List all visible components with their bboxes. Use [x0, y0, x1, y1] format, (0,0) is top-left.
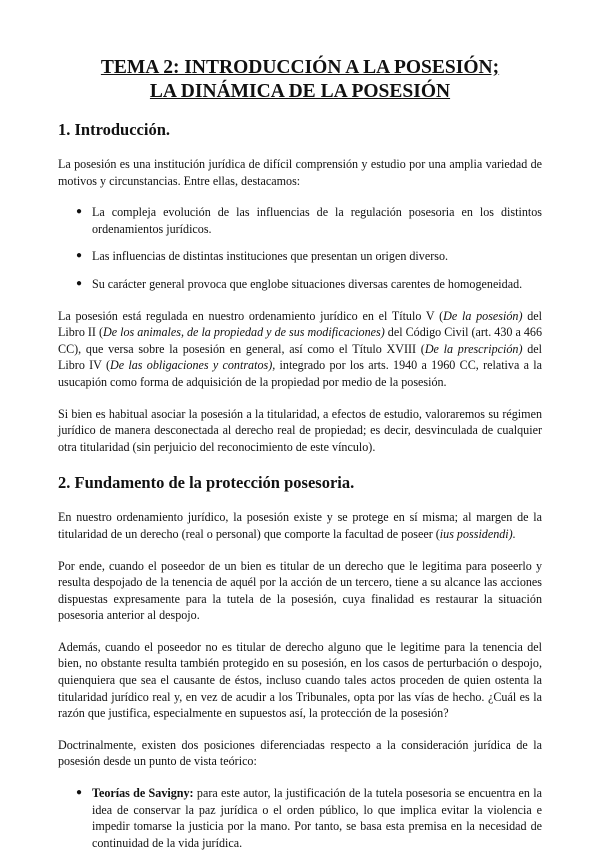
- document-title: [58, 56, 542, 104]
- bullet-icon: ●: [76, 277, 83, 289]
- theory-text: para este autor, la justificación de la tutela posesoria se encuentra en la idea de conservar la paz jurídica o el orden público, lo que implica evitar la violencia e impedir tomarse la justicia por la mano. Por tanto, se basa esta premisa en la necesidad de continuidad de la vida jurídica.: [92, 786, 542, 850]
- text-run: En nuestro ordenamiento jurídico, la posesión existe y se protege en sí misma; al margen de la titularidad de un derecho (real o personal) que comporte la facultad de poseer (: [58, 510, 542, 541]
- section-2-paragraph-4: Doctrinalmente, existen dos posiciones diferenciadas respecto a la consideración jurídica de la posesión desde un punto de vista teórico:: [58, 737, 542, 769]
- italic-text: De la prescripción): [424, 341, 523, 356]
- bullet-icon: ●: [76, 206, 83, 218]
- section-1-paragraph-1: La posesión es una institución jurídica de difícil comprensión y estudio por una amplia variedad de motivos y circunstancias. Entre ellas, destacamos:: [58, 157, 542, 188]
- section-2-paragraph-3: Además, cuando el poseedor no es titular de derecho alguno que le legitime para la tenencia del bien, no obstante resulta también protegido en su posesión, en los casos de perturbación o despojo, quienquiera que sea el causante de éstos, incluso cuando tales actos proceden de quien ostenta la titularidad jurídico real y, en vez de acudir a los Tribunales, opta por las vías de hecho. ¿Cuál es la razón que justifica, especialmente en supuestos así, la protección de la posesión?: [58, 639, 542, 721]
- list-item: [58, 785, 542, 851]
- list-item-text: Las influencias de distintas instituciones que presentan un origen diverso.: [92, 249, 449, 264]
- text-run: integrado por los arts. 1940 a 1960 CC, relativa a la usucapión como forma de adquisición de la propiedad por medio de la posesión.: [58, 358, 542, 389]
- italic-text: De la posesión): [443, 308, 523, 323]
- list-item-text: La compleja evolución de las influencias de la regulación posesoria en los distintos ordenamientos jurídicos.: [92, 205, 542, 236]
- section-2-heading: 2. Fundamento de la protección posesoria.: [58, 473, 355, 493]
- section-2-paragraph-2: Por ende, cuando el poseedor de un bien es titular de un derecho que le legitima para poseerlo y resulta despojado de la tenencia de aquél por la acción de un tercero, tiene a su alcance las acciones dispuestas expresamente para la tutela de la posesión, cuya finalidad es restaurar la situación posesoria anterior al despojo.: [58, 558, 542, 623]
- text-run: del Libro IV (: [58, 341, 542, 373]
- section-1-paragraph-3: Si bien es habitual asociar la posesión a la titularidad, a efectos de estudio, valoraremos su régimen jurídico de manera desconectada al derecho real de propiedad; es decir, desvinculada de cualquier otra titularidad (sin perjuicio del reconocimiento de este vínculo).: [58, 406, 542, 454]
- italic-text: De los animales, de la propiedad y de sus modificaciones): [103, 325, 385, 340]
- list-item-text: Su carácter general provoca que englobe situaciones diversas carentes de homogeneidad.: [92, 276, 523, 291]
- theories-list: [58, 785, 542, 851]
- section-2-paragraph-1: [58, 509, 542, 542]
- list-item: [58, 276, 542, 293]
- text-run: del Libro II (: [58, 308, 542, 340]
- section-1-bullet-list: [58, 204, 542, 292]
- section-1-paragraph-2: [58, 308, 542, 391]
- list-item: [58, 204, 542, 237]
- bullet-icon: ●: [76, 250, 83, 262]
- title-line-1: TEMA 2: INTRODUCCIÓN A LA POSESIÓN;: [100, 57, 500, 78]
- title-line-2: LA DINÁMICA DE LA POSESIÓN: [149, 81, 451, 102]
- list-item: [58, 248, 542, 265]
- italic-text: ius possidendi).: [439, 526, 516, 541]
- section-1-heading: 1. Introducción.: [58, 120, 171, 139]
- bullet-icon: ●: [76, 787, 83, 799]
- theory-label: Teorías de Savigny:: [92, 786, 194, 801]
- italic-text: De las obligaciones y contratos),: [110, 358, 276, 373]
- text-run: La posesión está regulada en nuestro ordenamiento jurídico en el Título V (: [58, 308, 444, 323]
- text-run: del Código Civil (art. 430 a 466 CC), que versa sobre la posesión en general, así como el Título XVIII (: [58, 325, 543, 356]
